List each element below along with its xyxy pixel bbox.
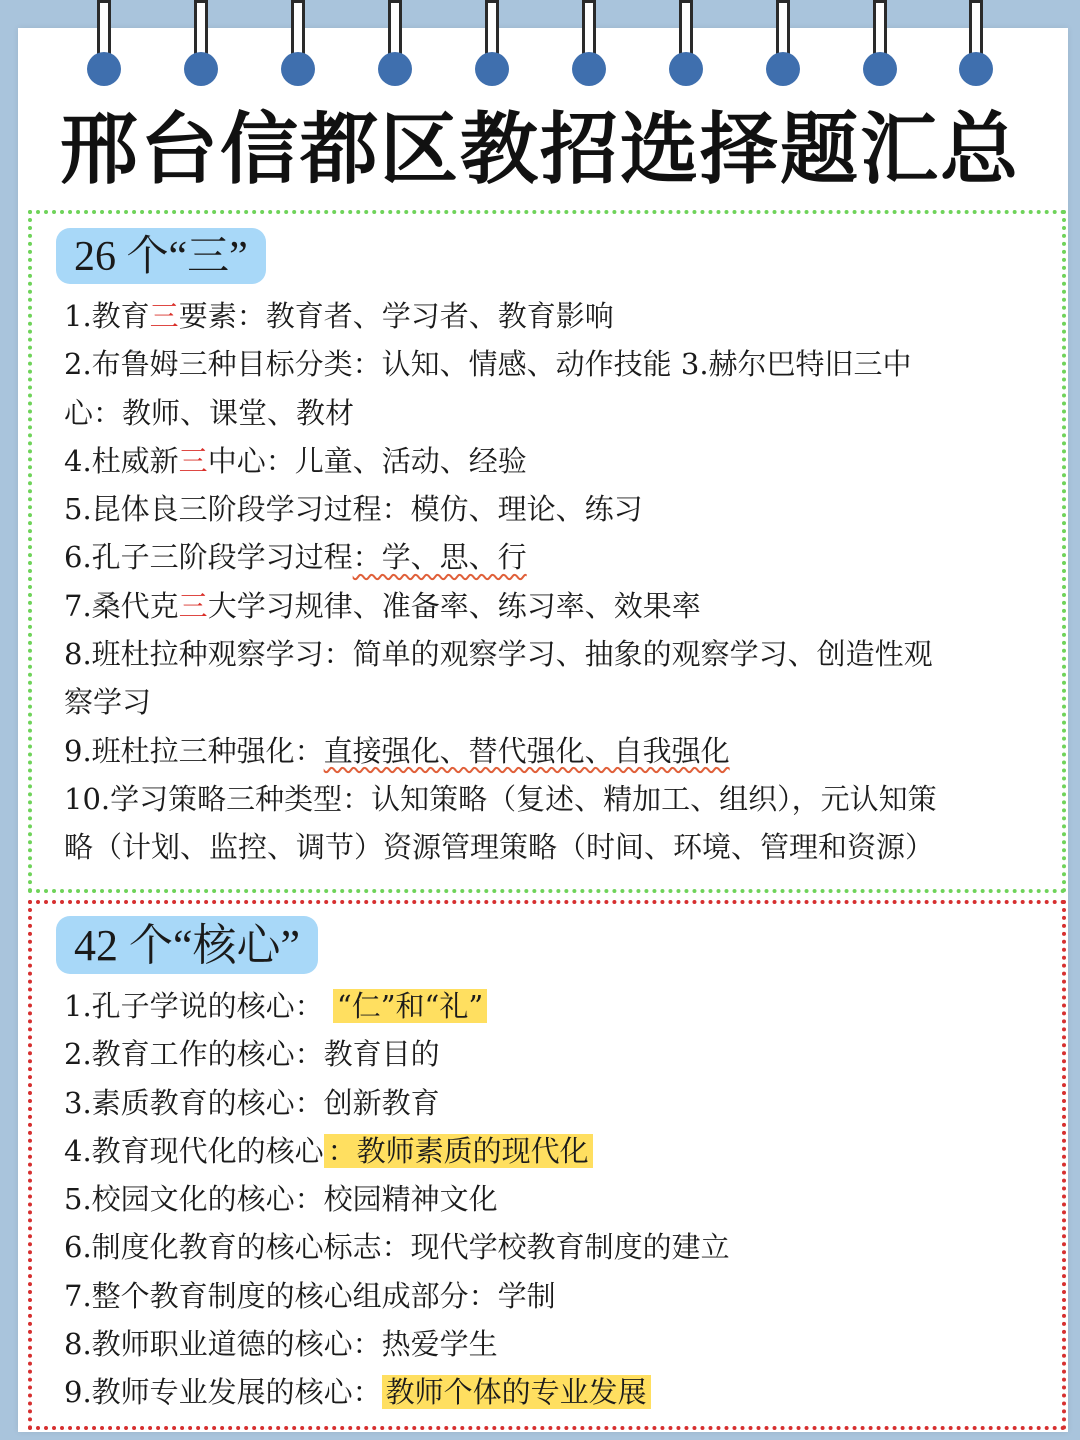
red-highlight-text: 三 — [149, 299, 179, 333]
binding-ring-icon — [862, 0, 898, 90]
list-item: 8.教师职业道德的核心：热爱学生 — [64, 1327, 498, 1362]
binding-ring-icon — [377, 0, 413, 90]
binding-ring-icon — [958, 0, 994, 90]
section-core-tag: 42 个“核心” — [56, 916, 318, 974]
page-title: 邢台信都区教招选择题汇总 — [59, 105, 1020, 195]
section-three-tag: 26 个“三” — [56, 228, 266, 284]
list-item: 6.制度化教育的核心标志：现代学校教育制度的建立 — [64, 1230, 730, 1265]
wavy-underline-text: 直接强化、替代强化、自我强化 — [323, 733, 730, 768]
red-highlight-text: 三 — [178, 443, 208, 478]
list-item: 2.布鲁姆三种目标分类：认知、情感、动作技能 3.赫尔巴特旧三中 — [64, 347, 912, 382]
list-item: 4.教育现代化的核心 ：教师素质的现代化 — [64, 1127, 1054, 1175]
list-item: 1.教育三要素：教育者、学习者、教育影响 — [64, 299, 614, 333]
list-item: 7.桑代克三大学习规律、准备率、练习率、效果率 — [64, 588, 701, 623]
red-highlight-text: 三 — [178, 588, 208, 623]
wavy-underline-text: ：学、思、行 — [352, 540, 527, 575]
yellow-highlight-text: ：教师素质的现代化 — [324, 1134, 593, 1168]
spiral-binding — [0, 0, 1080, 90]
section-core-list — [64, 982, 1054, 1417]
list-item: 心：教师、课堂、教材 — [64, 395, 355, 430]
list-item: 4.杜威新三中心：儿童、活动、经验 — [64, 443, 527, 478]
binding-ring-icon — [86, 0, 122, 90]
binding-ring-icon — [474, 0, 510, 90]
binding-ring-icon — [183, 0, 219, 90]
list-item: 10.学习策略三种类型：认知策略（复述、精加工、组织），元认知策 — [64, 781, 937, 816]
binding-ring-icon — [668, 0, 704, 90]
section-three-box — [28, 210, 1066, 893]
yellow-highlight-text: “仁”和“礼” — [333, 989, 487, 1023]
list-item: 3.素质教育的核心：创新教育 — [64, 1085, 440, 1120]
list-item: 2.教育工作的核心：教育目的 — [64, 1037, 440, 1072]
list-item: 7.整个教育制度的核心组成部分：学制 — [64, 1278, 556, 1313]
list-item: 5.昆体良三阶段学习过程：模仿、理论、练习 — [64, 492, 643, 527]
binding-ring-icon — [571, 0, 607, 90]
binding-ring-icon — [280, 0, 316, 90]
list-item: 6.孔子三阶段学习过程：学、思、行 — [64, 540, 527, 575]
list-item: 察学习 — [64, 685, 152, 720]
list-item: 9.教师专业发展的核心： 教师个体的专业发展 — [64, 1368, 1054, 1416]
list-item: 1.孔子学说的核心： “仁”和“礼” — [64, 982, 1054, 1030]
list-item: 略（计划、监控、调节）资源管理策略（时间、环境、管理和资源） — [64, 830, 935, 865]
list-item: 8.班杜拉种观察学习：简单的观察学习、抽象的观察学习、创造性观 — [64, 637, 933, 672]
yellow-highlight-text: 教师个体的专业发展 — [382, 1375, 651, 1409]
binding-ring-icon — [765, 0, 801, 90]
list-item: 9.班杜拉三种强化：直接强化、替代强化、自我强化 — [64, 733, 730, 768]
list-item: 5.校园文化的核心：校园精神文化 — [64, 1182, 498, 1217]
section-core-box — [28, 900, 1066, 1430]
section-three-list — [64, 292, 1054, 872]
